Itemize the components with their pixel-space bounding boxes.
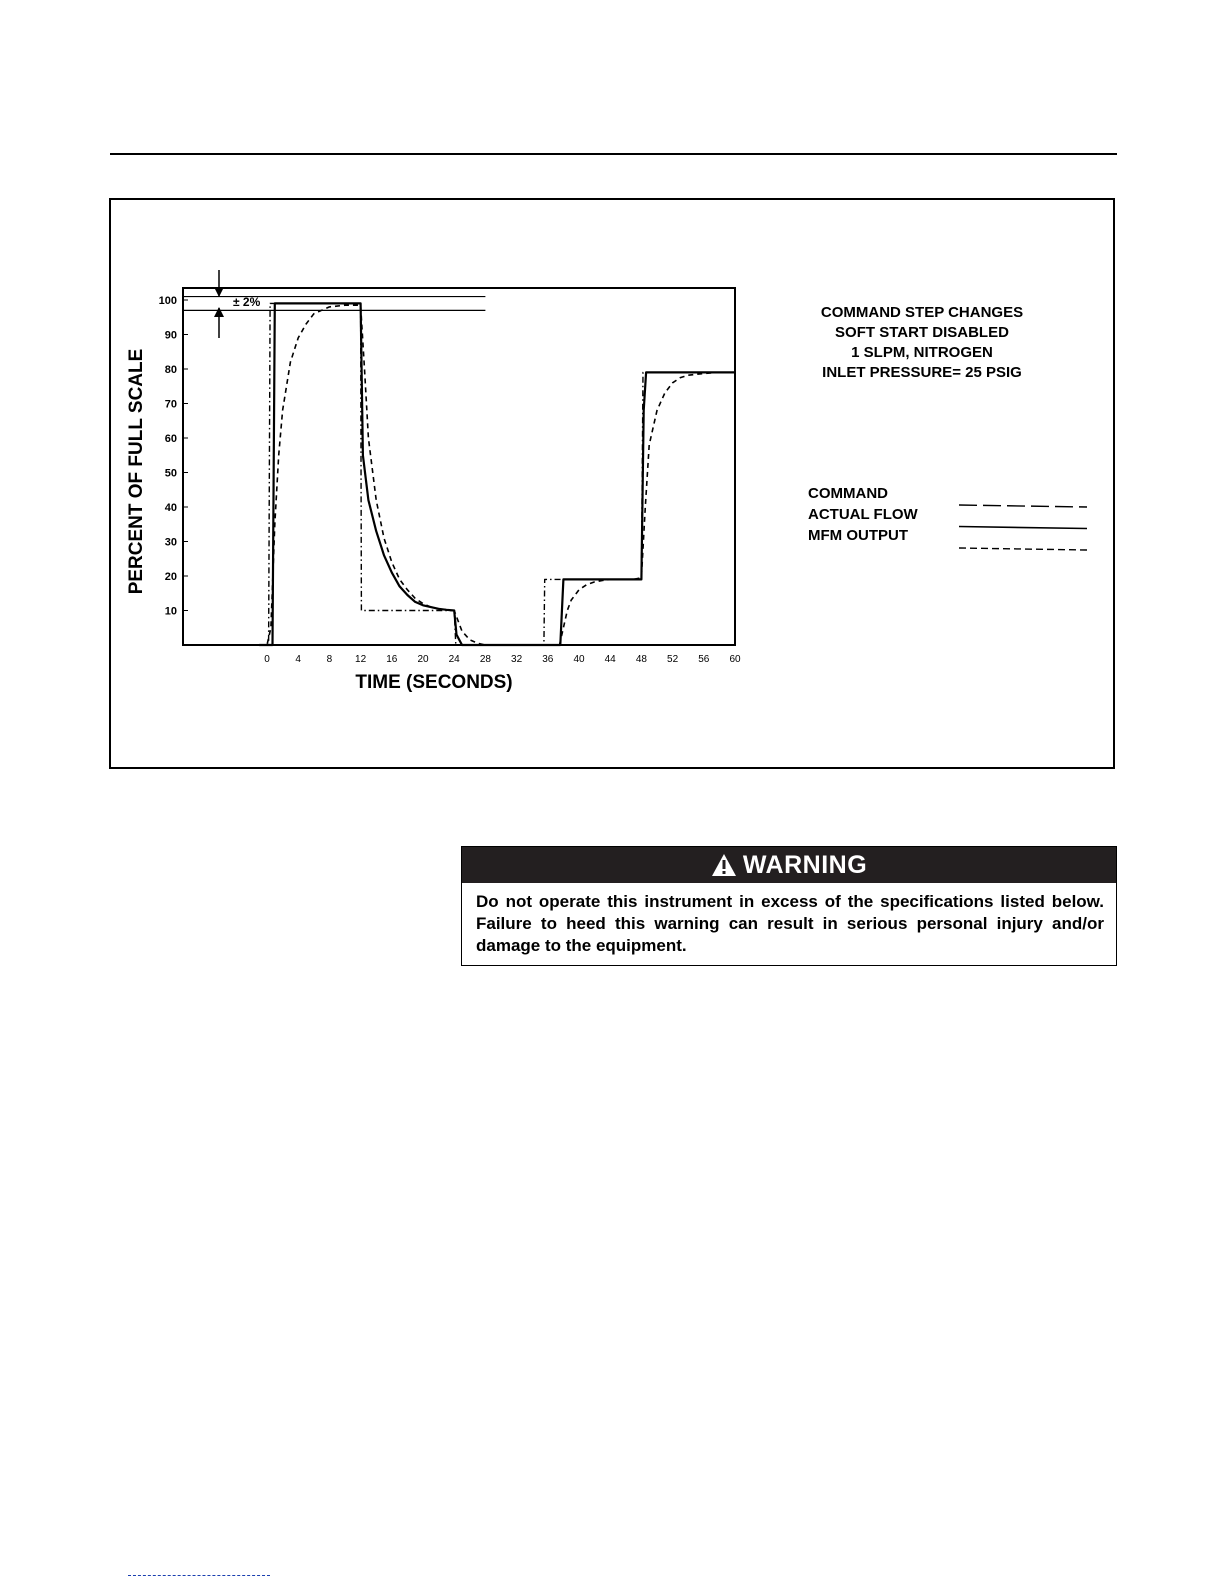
y-tick-label: 40 xyxy=(164,502,177,514)
chart-title-line: COMMAND STEP CHANGES xyxy=(820,304,1024,321)
warning-text: Do not operate this instrument in excess of the specifications listed below. Failure to heed this warning can result in serious personal injury and/or damage to the equipment. xyxy=(476,892,1104,955)
y-tick-label: 30 xyxy=(164,536,177,549)
x-tick-label: 44 xyxy=(604,654,616,665)
footer-link-underline xyxy=(128,1575,270,1576)
top-rule xyxy=(110,153,1117,155)
y-tick-label: 50 xyxy=(164,467,177,480)
x-tick-label: 0 xyxy=(264,654,270,665)
tolerance-arrowhead-bottom xyxy=(214,307,224,317)
x-tick-label: 40 xyxy=(573,654,585,665)
figure-box xyxy=(109,198,1115,769)
chart-title-line: 1 SLPM, NITROGEN xyxy=(851,344,993,361)
series-line-actual-flow xyxy=(259,303,735,645)
x-tick-label: 4 xyxy=(295,654,301,665)
legend-label: COMMAND xyxy=(808,485,888,502)
plot-frame xyxy=(183,288,735,645)
tolerance-label: ± 2% xyxy=(233,295,261,309)
legend-swatch xyxy=(959,548,1087,550)
x-tick-label: 24 xyxy=(448,654,460,665)
response-chart xyxy=(111,200,1113,767)
x-tick-label: 8 xyxy=(326,654,333,665)
legend-label: ACTUAL FLOW xyxy=(808,506,918,523)
tolerance-arrowhead-top xyxy=(214,287,224,297)
x-tick-label: 48 xyxy=(635,654,647,665)
series-line-command xyxy=(259,303,735,645)
x-tick-label: 60 xyxy=(729,654,741,665)
x-tick-label: 16 xyxy=(386,654,398,665)
y-axis-title: PERCENT OF FULL SCALE xyxy=(126,348,147,595)
y-tick-label: 60 xyxy=(164,433,177,445)
y-tick-label: 100 xyxy=(158,295,177,307)
warning-box xyxy=(461,846,1117,966)
chart-title-line: INLET PRESSURE= 25 PSIG xyxy=(822,364,1022,381)
warning-triangle-icon xyxy=(711,853,737,877)
x-tick-label: 28 xyxy=(479,654,491,665)
y-tick-label: 10 xyxy=(164,605,177,618)
series-line-mfm-output xyxy=(259,305,735,645)
warning-title: WARNING xyxy=(742,850,868,879)
legend-swatch xyxy=(959,505,1087,507)
y-tick-label: 80 xyxy=(164,364,177,376)
x-tick-label: 20 xyxy=(417,654,429,665)
y-tick-label: 90 xyxy=(164,329,177,342)
x-tick-label: 32 xyxy=(511,654,523,665)
x-tick-label: 36 xyxy=(542,654,554,665)
legend-swatch xyxy=(959,527,1087,529)
x-tick-label: 56 xyxy=(698,654,710,665)
chart-title-line: SOFT START DISABLED xyxy=(835,324,1009,341)
x-tick-label: 52 xyxy=(667,654,679,665)
y-tick-label: 20 xyxy=(164,571,177,583)
x-axis-title: TIME (SECONDS) xyxy=(355,672,513,693)
warning-header xyxy=(462,847,1116,883)
legend-label: MFM OUTPUT xyxy=(808,527,908,544)
y-tick-label: 70 xyxy=(164,398,177,411)
x-tick-label: 12 xyxy=(355,654,367,665)
